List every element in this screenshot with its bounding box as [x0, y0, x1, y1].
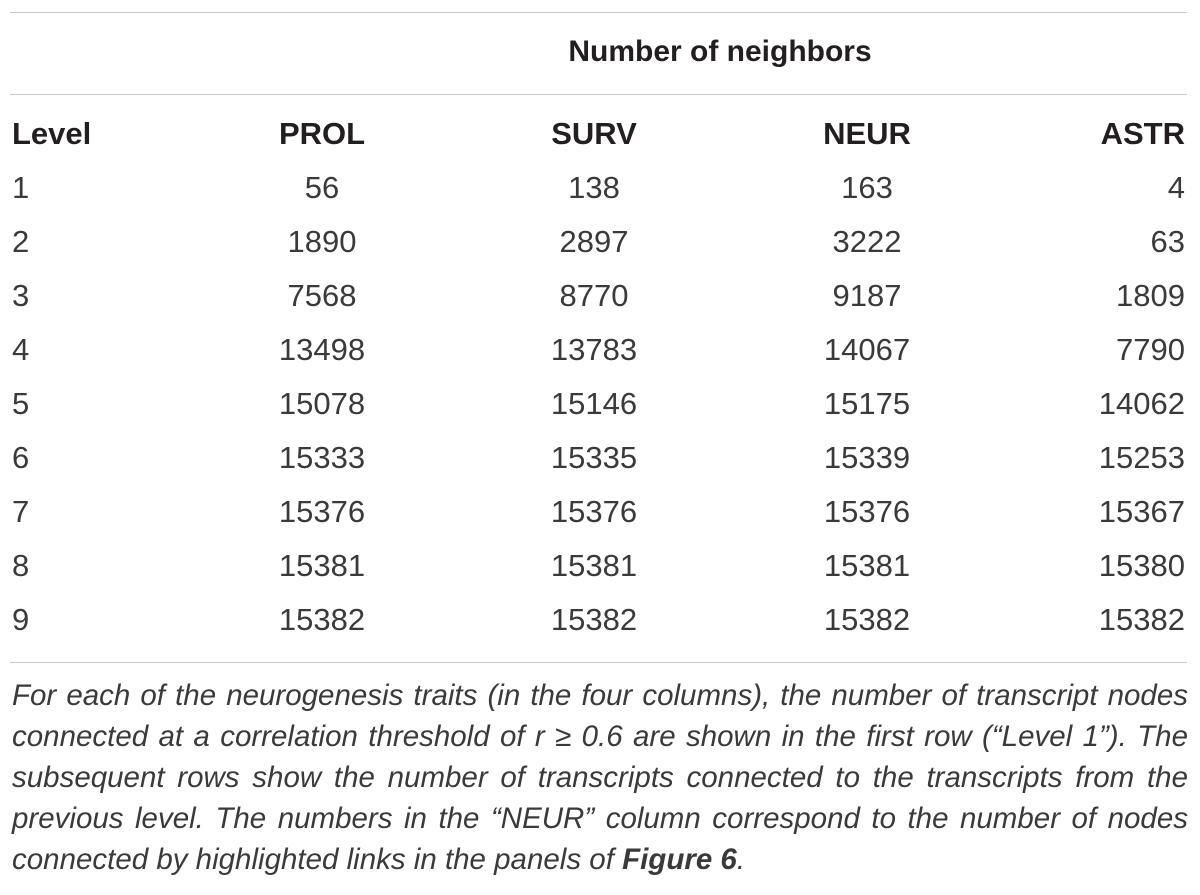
cell-surv: 13783 — [550, 332, 638, 367]
column-header-surv: SURV — [551, 116, 637, 151]
cell-neur: 15381 — [823, 548, 911, 583]
cell-prol: 56 — [304, 170, 340, 205]
cell-prol: 15381 — [278, 548, 366, 583]
cell-surv: 15376 — [550, 494, 638, 529]
cell-prol: 15376 — [278, 494, 366, 529]
cell-astr: 14062 — [1098, 386, 1185, 421]
column-header-astr: ASTR — [1100, 116, 1185, 151]
cell-astr: 7790 — [1116, 332, 1185, 367]
cell-astr: 15253 — [1098, 440, 1185, 475]
cell-level: 4 — [12, 332, 30, 367]
cell-neur: 3222 — [832, 224, 902, 259]
cell-neur: 9187 — [832, 278, 902, 313]
column-header-neur: NEUR — [823, 116, 911, 151]
cell-surv: 8770 — [559, 278, 629, 313]
cell-astr: 15380 — [1098, 548, 1185, 583]
header-rule — [10, 94, 1187, 95]
cell-level: 1 — [12, 170, 30, 205]
cell-level: 3 — [12, 278, 30, 313]
cell-prol: 15333 — [278, 440, 366, 475]
cell-neur: 15175 — [823, 386, 911, 421]
cell-prol: 13498 — [278, 332, 366, 367]
cell-neur: 163 — [841, 170, 893, 205]
cell-level: 8 — [12, 548, 30, 583]
cell-neur: 15339 — [823, 440, 911, 475]
caption-end: . — [736, 843, 746, 876]
cell-level: 6 — [12, 440, 30, 475]
cell-astr: 1809 — [1116, 278, 1185, 313]
cell-prol: 15382 — [278, 602, 366, 637]
cell-surv: 15146 — [550, 386, 638, 421]
cell-neur: 15382 — [823, 602, 911, 637]
cell-astr: 63 — [1150, 224, 1185, 259]
cell-prol: 15078 — [278, 386, 366, 421]
cell-level: 2 — [12, 224, 30, 259]
cell-surv: 15381 — [550, 548, 638, 583]
bottom-rule — [10, 662, 1187, 663]
cell-surv: 2897 — [559, 224, 629, 259]
cell-prol: 7568 — [287, 278, 357, 313]
cell-prol: 1890 — [287, 224, 357, 259]
cell-level: 5 — [12, 386, 30, 421]
cell-level: 9 — [12, 602, 30, 637]
cell-astr: 15382 — [1098, 602, 1185, 637]
cell-surv: 15335 — [550, 440, 638, 475]
caption-text: For each of the neurogenesis traits (in the four columns), the number of transcript nodes connected at a correlation threshold of r ≥ 0.6 are shown in the first row (“Level 1”). The subsequent rows show the number of transcripts connected to the transcripts from the previous level. The numbers in the “NEUR” column correspond to the number of nodes connected by highlighted links in the panels of — [12, 679, 1188, 876]
column-header-prol: PROL — [278, 116, 366, 151]
cell-surv: 138 — [568, 170, 620, 205]
cell-surv: 15382 — [550, 602, 638, 637]
cell-neur: 15376 — [823, 494, 911, 529]
figure-reference: Figure 6 — [622, 843, 737, 876]
cell-astr: 4 — [1167, 170, 1185, 205]
cell-neur: 14067 — [823, 332, 911, 367]
top-rule — [10, 12, 1187, 13]
cell-level: 7 — [12, 494, 30, 529]
column-header-level: Level — [12, 116, 92, 151]
group-header: Number of neighbors — [568, 35, 872, 68]
table-caption — [12, 675, 1188, 880]
cell-astr: 15367 — [1098, 494, 1185, 529]
